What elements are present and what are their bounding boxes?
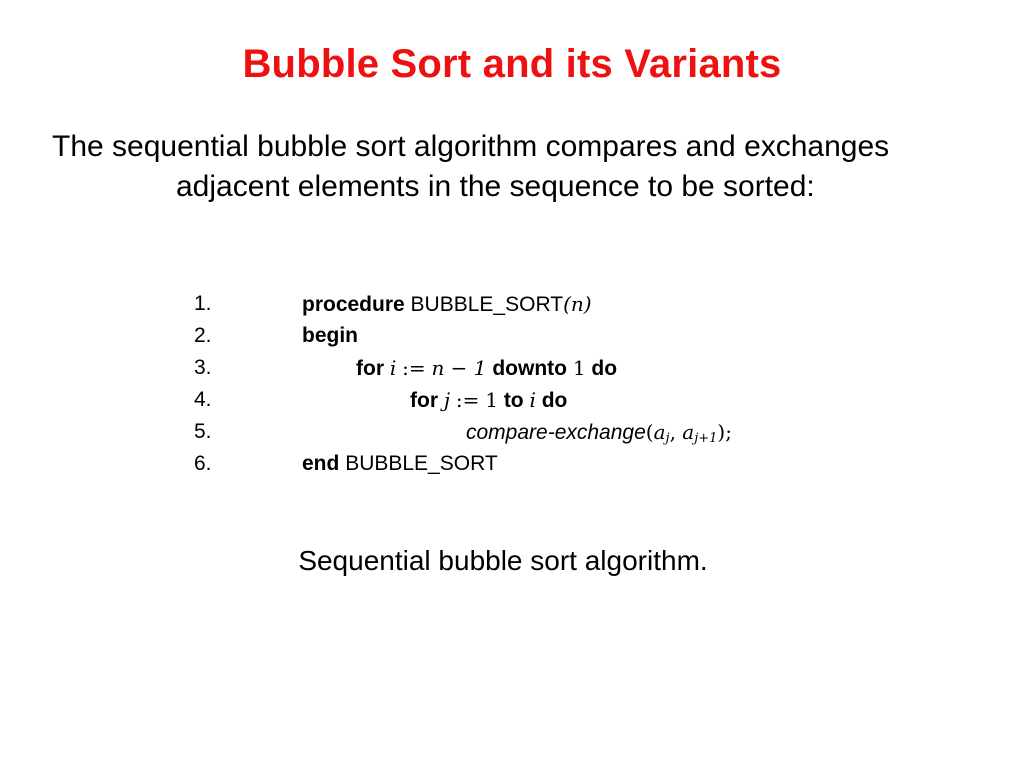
keyword-do: do (591, 357, 618, 380)
line-code (356, 352, 617, 385)
intro-paragraph (52, 127, 992, 207)
keyword-for: for (410, 389, 438, 412)
subscript-j: j (665, 431, 670, 446)
line-number: 3. (194, 356, 212, 379)
loop-end: i (529, 388, 536, 412)
close-paren: ); (717, 420, 732, 444)
line-number: 6. (194, 452, 212, 475)
keyword-begin: begin (302, 324, 358, 347)
loop-start: n − 1 (431, 356, 487, 380)
line-code (410, 384, 567, 417)
algorithm-line-2 (194, 320, 854, 352)
figure-caption: Sequential bubble sort algorithm. (298, 545, 708, 576)
loop-variable: i (389, 356, 397, 380)
keyword-end: end (302, 452, 340, 475)
keyword-to: to (503, 389, 524, 412)
intro-line-1: The sequential bubble sort algorithm compares and exchanges (52, 130, 890, 163)
algorithm-line-3 (194, 352, 854, 384)
procedure-name: BUBBLE_SORT (345, 452, 498, 475)
intro-line-2: adjacent elements in the sequence to be sorted: (176, 170, 815, 203)
line-number: 1. (194, 292, 212, 315)
assign-operator: := (402, 356, 426, 380)
keyword-procedure: procedure (302, 293, 405, 316)
algorithm-listing (194, 288, 854, 480)
loop-variable: j (443, 388, 451, 412)
comma: , (669, 420, 683, 444)
line-number: 4. (194, 388, 212, 411)
loop-start: 1 (485, 388, 498, 412)
keyword-do: do (541, 389, 568, 412)
line-code (302, 448, 498, 480)
line-number: 5. (194, 420, 212, 443)
line-code (302, 320, 358, 352)
line-number: 2. (194, 324, 212, 347)
keyword-for: for (356, 357, 384, 380)
line-code (302, 288, 592, 321)
loop-end: 1 (572, 356, 586, 380)
function-name: compare-exchange (466, 421, 646, 444)
algorithm-line-5 (194, 416, 854, 448)
operand-a: a (682, 420, 695, 444)
open-paren: ( (645, 420, 654, 444)
procedure-name: BUBBLE_SORT (410, 293, 564, 316)
procedure-argument: (n) (563, 292, 592, 316)
keyword-downto: downto (492, 357, 567, 380)
subscript-j-plus-1: j+1 (694, 431, 718, 446)
algorithm-line-6 (194, 448, 854, 480)
algorithm-line-4 (194, 384, 854, 416)
slide-title: Bubble Sort and its Variants (242, 42, 782, 86)
operand-a: a (653, 420, 666, 444)
algorithm-line-1 (194, 288, 854, 320)
assign-operator: := (455, 388, 480, 412)
